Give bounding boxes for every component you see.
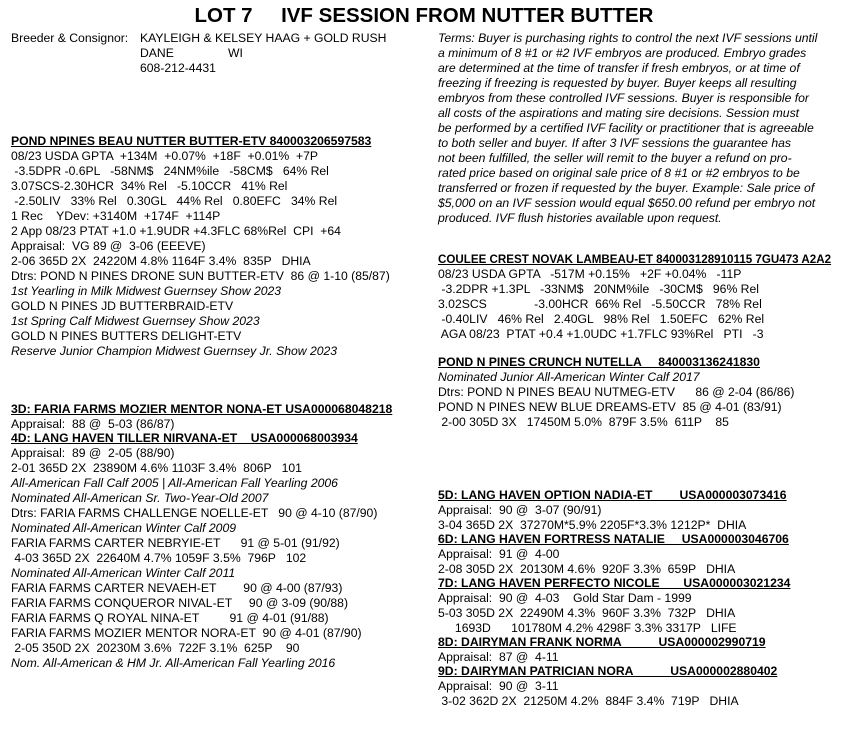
breeder-name: KAYLEIGH & KELSEY HAAG + GOLD RUSH bbox=[140, 31, 387, 45]
dam-line: 2-06 365D 2X 24220M 4.8% 1164F 3.4% 835P DHIA bbox=[11, 254, 311, 268]
sire-line: 3.02SCS -3.00HCR 66% Rel -5.50CCR 78% Rel bbox=[438, 297, 762, 311]
sire-line: AGA 08/23 PTAT +0.4 +1.0UDC +1.7FLC 93%Rel PTI -3 bbox=[438, 327, 764, 341]
dam5-heading: 5D: LANG HAVEN OPTION NADIA-ET USA000003073416 bbox=[438, 488, 787, 502]
sire-heading: COULEE CREST NOVAK LAMBEAU-ET 840003128910115 7GU473 A2A2 bbox=[438, 253, 832, 266]
dam4-line: FARIA FARMS CARTER NEVAEH-ET 90 @ 4-00 (87/93) bbox=[11, 581, 343, 595]
dam5-line: 3-04 365D 2X 37270M*5.9% 2205F*3.3% 1212P* DHIA bbox=[438, 518, 747, 532]
sire-line: -3.2DPR +1.3PL -33NM$ 20NM%ile -30CM$ 96% Rel bbox=[438, 282, 759, 296]
sire-dam-award: Nominated Junior All-American Winter Calf 2017 bbox=[438, 370, 700, 384]
terms-line: are determined at the time of transfer if fresh embryos, or at time of bbox=[438, 61, 800, 75]
dam-award: 1st Yearling in Milk Midwest Guernsey Show 2023 bbox=[11, 284, 282, 298]
terms-line: transferred or frozen if requested by the buyer. Example: Sale price of bbox=[438, 181, 815, 195]
sire-dam-line: POND N PINES NEW BLUE DREAMS-ETV 85 @ 4-01 (83/91) bbox=[438, 400, 782, 414]
dam-line: 1 Rec YDev: +3140M +174F +114P bbox=[11, 209, 221, 223]
dam3-heading: 3D: FARIA FARMS MOZIER MENTOR NONA-ET USA000068048218 bbox=[11, 402, 393, 416]
breeder-label: Breeder & Consignor: bbox=[11, 31, 129, 45]
dam-line: 3.07SCS-2.30HCR 34% Rel -5.10CCR 41% Rel bbox=[11, 179, 288, 193]
terms-line: $5,000 on an IVF session would equal $650.00 refund per embryo not bbox=[438, 196, 816, 210]
dam7-line: Appraisal: 90 @ 4-03 Gold Star Dam - 1999 bbox=[438, 591, 692, 605]
dam6-line: 2-08 305D 2X 20130M 4.6% 920F 3.3% 659P DHIA bbox=[438, 562, 736, 576]
sire-line: -0.40LIV 46% Rel 2.40GL 98% Rel 1.50EFC 62% Rel bbox=[438, 312, 765, 326]
breeder-city: DANE bbox=[140, 46, 174, 60]
terms-line: to both seller and buyer. If after 3 IVF sessions the guarantee has bbox=[438, 136, 791, 150]
sire-dam-heading: POND N PINES CRUNCH NUTELLA 840003136241830 bbox=[438, 355, 760, 369]
dam4-line: 2-01 365D 2X 23890M 4.6% 1103F 3.4% 806P 101 bbox=[11, 461, 302, 475]
dam5-line: Appraisal: 90 @ 3-07 (90/91) bbox=[438, 503, 602, 517]
sire-dam-line: 2-00 305D 3X 17450M 5.0% 879F 3.5% 611P 85 bbox=[438, 415, 729, 429]
dam7-line: 1693D 101780M 4.2% 4298F 3.3% 3317P LIFE bbox=[438, 621, 737, 635]
dam4-line: Appraisal: 89 @ 2-05 (88/90) bbox=[11, 446, 175, 460]
dam4-heading: 4D: LANG HAVEN TILLER NIRVANA-ET USA000068003934 bbox=[11, 431, 358, 445]
dam-line: Appraisal: VG 89 @ 3-06 (EEEVE) bbox=[11, 239, 206, 253]
dam4-award: Nominated All-American Winter Calf 2009 bbox=[11, 521, 236, 535]
dam7-heading: 7D: LANG HAVEN PERFECTO NICOLE USA000003021234 bbox=[438, 576, 791, 590]
dam9-line: Appraisal: 90 @ 3-11 bbox=[438, 679, 559, 693]
dam4-award: Nominated All-American Sr. Two-Year-Old 2007 bbox=[11, 491, 269, 505]
dam3-appraisal: Appraisal: 88 @ 5-03 (86/87) bbox=[11, 417, 175, 431]
dam-line: 2 App 08/23 PTAT +1.0 +1.9UDR +4.3FLC 68%Rel CPI +64 bbox=[11, 224, 341, 238]
dam4-award: Nom. All-American & HM Jr. All-American Fall Yearling 2016 bbox=[11, 656, 336, 670]
dam4-award: All-American Fall Calf 2005 | All-American Fall Yearling 2006 bbox=[11, 476, 338, 490]
sire-dam-line: Dtrs: POND N PINES BEAU NUTMEG-ETV 86 @ 2-04 (86/86) bbox=[438, 385, 795, 399]
terms-line: produced. IVF flush histories available upon request. bbox=[438, 211, 722, 225]
terms-line: embryos from these controlled IVF sessions. Buyer is responsible for bbox=[438, 91, 809, 105]
terms-line: all costs of the aspirations and mating sire decisions. Session must bbox=[438, 106, 800, 120]
dam4-line: Dtrs: FARIA FARMS CHALLENGE NOELLE-ET 90 @ 4-10 (87/90) bbox=[11, 506, 378, 520]
dam-award: 1st Spring Calf Midwest Guernsey Show 2023 bbox=[11, 314, 260, 328]
dam4-line: 2-05 350D 2X 20230M 3.6% 722F 3.1% 625P 90 bbox=[11, 641, 300, 655]
terms-line: Terms: Buyer is purchasing rights to control the next IVF sessions until bbox=[438, 31, 818, 45]
dam-line: 08/23 USDA GPTA +134M +0.07% +18F +0.01% +7P bbox=[11, 149, 319, 163]
dam9-line: 3-02 362D 2X 21250M 4.2% 884F 3.4% 719P DHIA bbox=[438, 694, 739, 708]
dam9-heading: 9D: DAIRYMAN PATRICIAN NORA USA000002880402 bbox=[438, 664, 778, 678]
terms-line: be performed by a certified IVF facility or practitioner that is agreeable bbox=[438, 121, 814, 135]
dam4-award: Nominated All-American Winter Calf 2011 bbox=[11, 566, 236, 580]
terms-line: freezing if freezing is requested by buyer. Buyer keeps all resulting bbox=[438, 76, 797, 90]
dam7-line: 5-03 305D 2X 22490M 4.3% 960F 3.3% 732P DHIA bbox=[438, 606, 736, 620]
breeder-phone: 608-212-4431 bbox=[140, 61, 216, 75]
sire-line: 08/23 USDA GPTA -517M +0.15% +2F +0.04% -11P bbox=[438, 267, 742, 281]
terms-line: not been fulfilled, the seller will remit to the buyer a refund on pro- bbox=[438, 151, 792, 165]
dam4-line: FARIA FARMS CONQUEROR NIVAL-ET 90 @ 3-09 (90/88) bbox=[11, 596, 349, 610]
dam6-heading: 6D: LANG HAVEN FORTRESS NATALIE USA000003046706 bbox=[438, 532, 789, 546]
terms-line: a minimum of 8 #1 or #2 IVF embryos are produced. Embryo grades bbox=[438, 46, 807, 60]
page-title: LOT 7 IVF SESSION FROM NUTTER BUTTER bbox=[194, 4, 654, 27]
dam-line: -3.5DPR -0.6PL -58NM$ 24NM%ile -58CM$ 64% Rel bbox=[11, 164, 329, 178]
dam-daughter: GOLD N PINES BUTTERS DELIGHT-ETV bbox=[11, 329, 242, 343]
terms-line: rated price based on original sale price of 8 #1 or #2 embryos to be bbox=[438, 166, 800, 180]
dam-line: Dtrs: POND N PINES DRONE SUN BUTTER-ETV 86 @ 1-10 (85/87) bbox=[11, 269, 390, 283]
dam-line: -2.50LIV 33% Rel 0.30GL 44% Rel 0.80EFC 34% Rel bbox=[11, 194, 338, 208]
dam4-line: FARIA FARMS MOZIER MENTOR NORA-ET 90 @ 4-01 (87/90) bbox=[11, 626, 362, 640]
dam-daughter: GOLD N PINES JD BUTTERBRAID-ETV bbox=[11, 299, 234, 313]
dam6-line: Appraisal: 91 @ 4-00 bbox=[438, 547, 560, 561]
dam8-appraisal: Appraisal: 87 @ 4-11 bbox=[438, 650, 559, 664]
dam-heading: POND NPINES BEAU NUTTER BUTTER-ETV 840003206597583 bbox=[11, 134, 372, 148]
dam8-heading: 8D: DAIRYMAN FRANK NORMA USA000002990719 bbox=[438, 635, 766, 649]
dam-award: Reserve Junior Champion Midwest Guernsey Jr. Show 2023 bbox=[11, 344, 338, 358]
dam4-line: FARIA FARMS CARTER NEBRYIE-ET 91 @ 5-01 (91/92) bbox=[11, 536, 340, 550]
breeder-state: WI bbox=[228, 46, 243, 60]
dam4-line: FARIA FARMS Q ROYAL NINA-ET 91 @ 4-01 (91/88) bbox=[11, 611, 329, 625]
dam4-line: 4-03 365D 2X 22640M 4.7% 1059F 3.5% 796P 102 bbox=[11, 551, 307, 565]
